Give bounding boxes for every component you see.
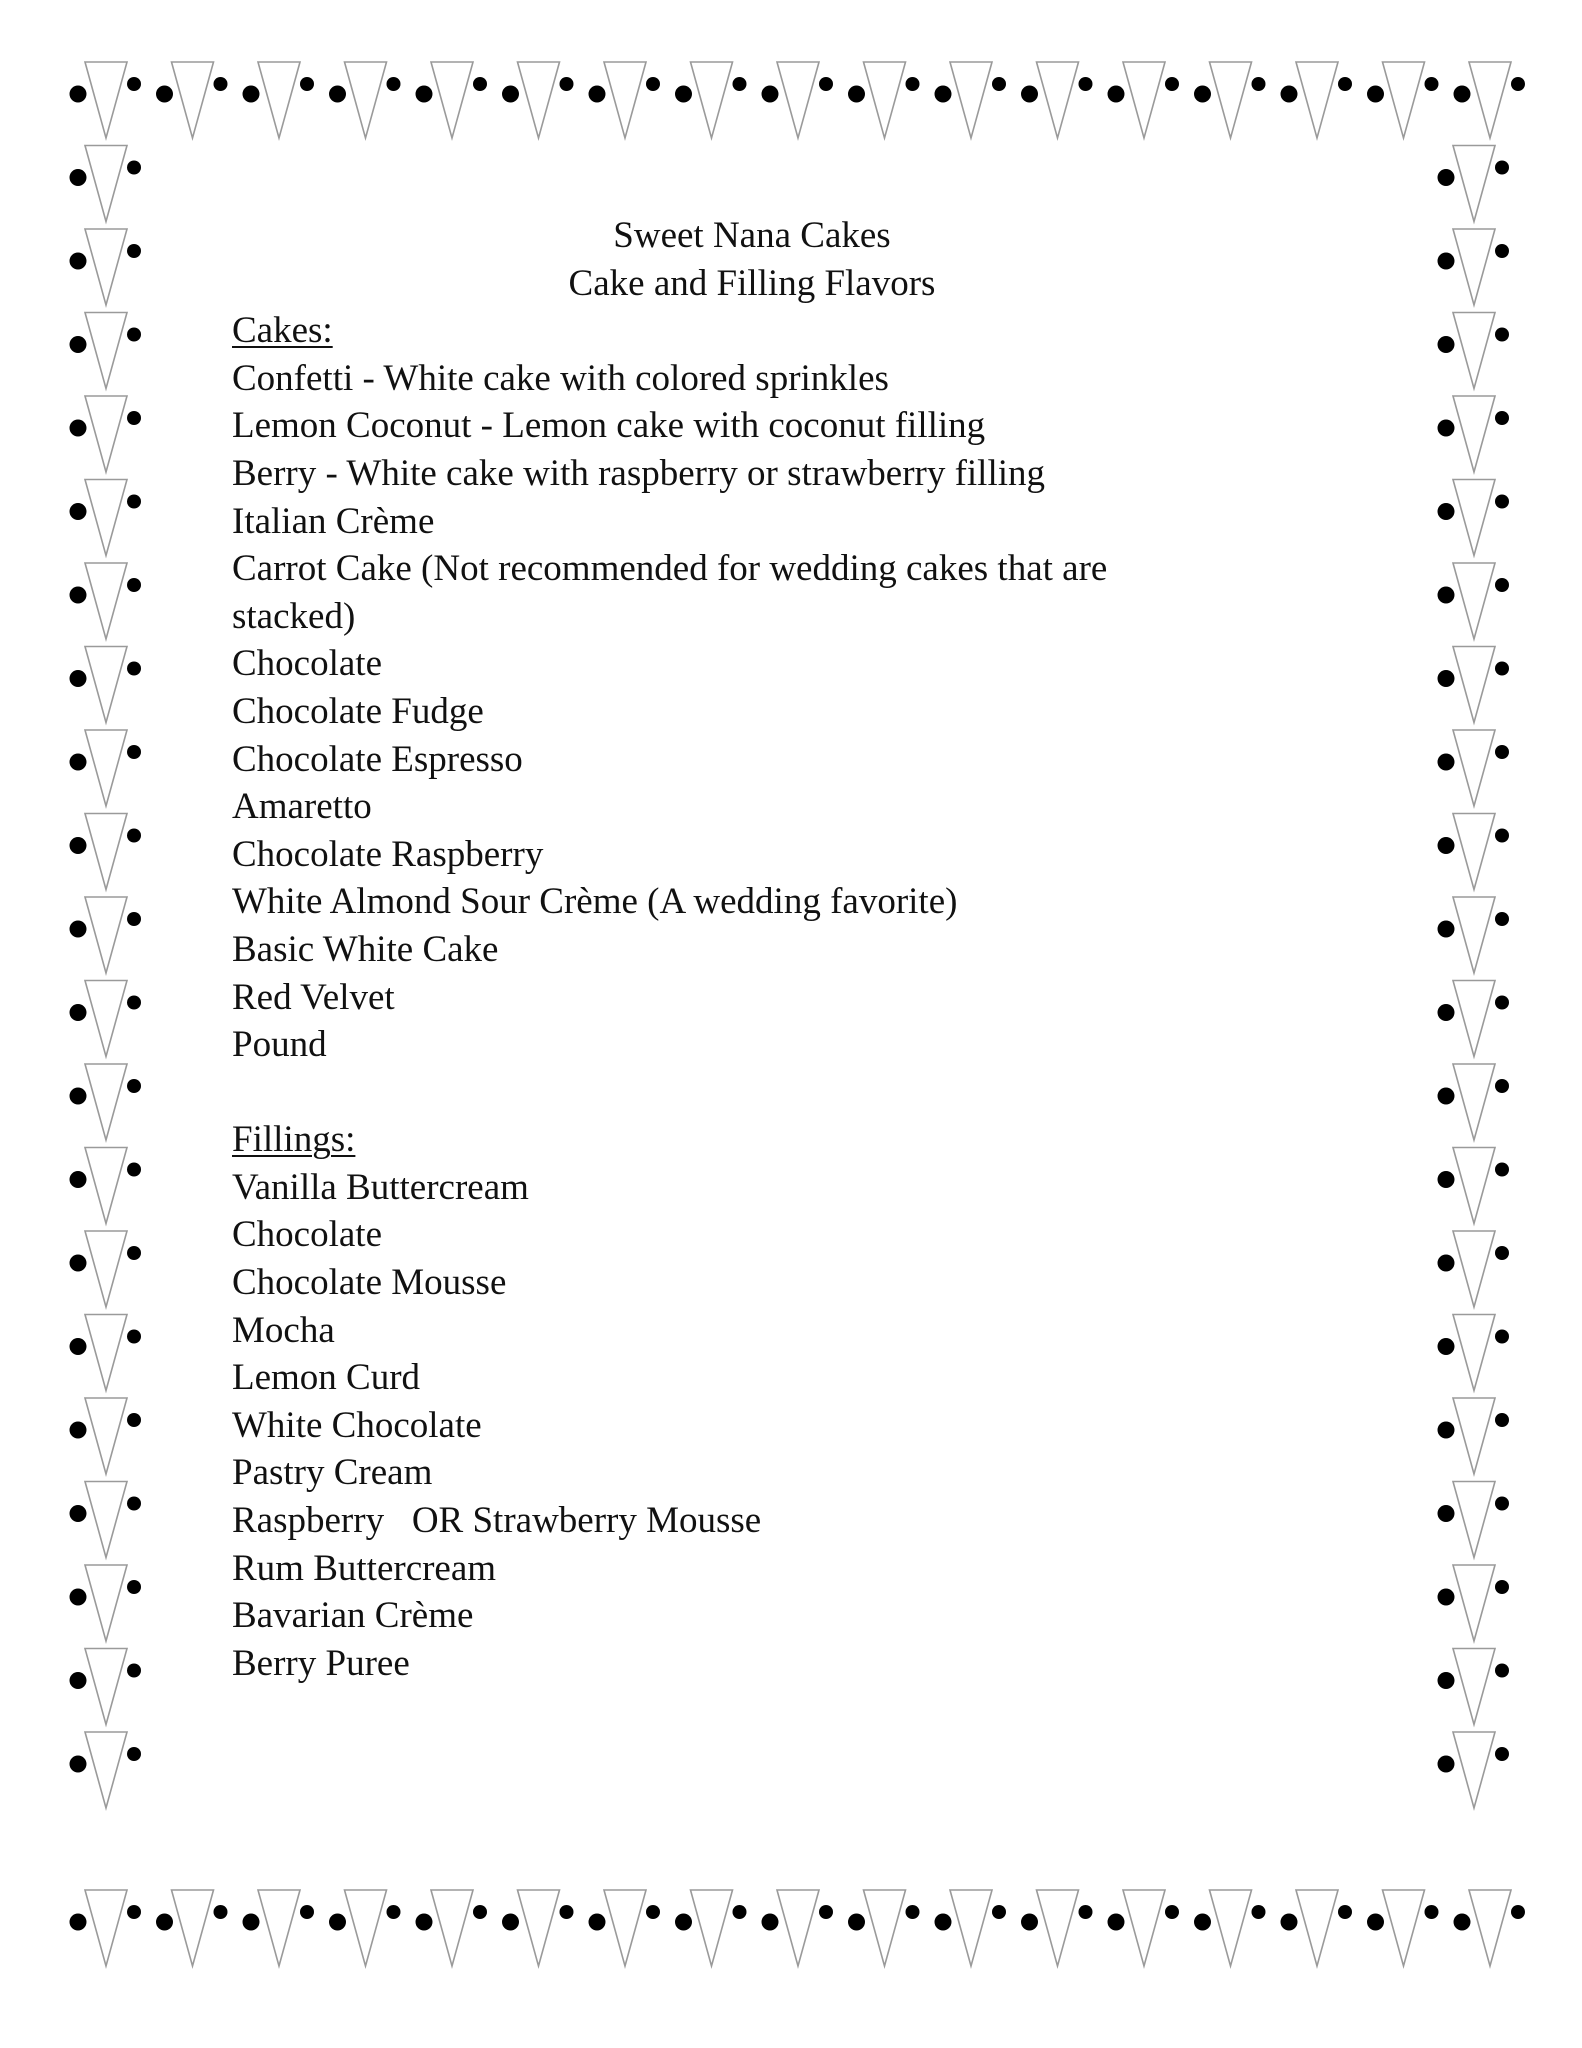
border-dot [70,754,87,771]
border-triangle [85,981,127,1057]
border-dot [1495,1246,1509,1260]
border-dot [1438,670,1455,687]
border-dot [589,86,606,103]
border-dot [243,86,260,103]
border-dot [1438,587,1455,604]
border-dot [1108,1914,1125,1931]
border-triangle [85,1649,127,1725]
border-triangle [518,1890,560,1966]
border-dot [560,77,574,91]
border-dot [733,1905,747,1919]
border-dot [127,1905,141,1919]
border-dot [560,1905,574,1919]
border-triangle [1453,313,1495,389]
border-dot [1495,161,1509,175]
border-triangle [1037,1890,1079,1966]
border-dot [992,1905,1006,1919]
border-dot [473,1905,487,1919]
border-dot [733,77,747,91]
border-triangle [1296,62,1338,138]
border-dot [1438,1004,1455,1021]
border-dot [646,77,660,91]
border-triangle [1453,146,1495,222]
border-dot [1438,837,1455,854]
border-dot [935,1914,952,1931]
border-dot [70,670,87,687]
border-dot [1252,77,1266,91]
border-dot [848,86,865,103]
border-triangle [345,62,387,138]
border-triangle [1469,1890,1511,1966]
cake-item: Chocolate Raspberry [232,833,544,875]
fillings-heading: Fillings: [232,1119,356,1161]
border-dot [127,829,141,843]
border-dot [127,77,141,91]
border-dot [906,1905,920,1919]
cake-item: Red Velvet [232,976,395,1018]
cakes-heading: Cakes: [232,310,333,352]
border-dot [1338,77,1352,91]
border-dot [1511,77,1525,91]
border-triangle [950,62,992,138]
document-subtitle: Cake and Filling Flavors [568,262,936,304]
filling-item: White Chocolate [232,1404,482,1446]
border-dot [416,86,433,103]
border-dot [70,837,87,854]
border-dot [473,77,487,91]
border-dot [70,169,87,186]
cake-item: Chocolate Espresso [232,738,523,780]
border-dot [1495,1580,1509,1594]
border-dot [1495,1664,1509,1678]
filling-item: Berry Puree [232,1642,410,1684]
border-dot [1438,503,1455,520]
border-triangle [85,730,127,806]
border-triangle [1037,62,1079,138]
border-triangle [172,1890,214,1966]
filling-item: Chocolate Mousse [232,1262,507,1304]
cake-item: Chocolate [232,643,383,685]
border-dot [1495,328,1509,342]
border-dot [300,77,314,91]
border-triangle [604,62,646,138]
border-dot [762,86,779,103]
border-dot [1108,86,1125,103]
border-dot [646,1905,660,1919]
border-triangle [258,1890,300,1966]
border-dot [127,1246,141,1260]
border-dot [1021,1914,1038,1931]
border-triangle [1453,1482,1495,1558]
border-triangle [1453,1231,1495,1307]
border-dot [1495,244,1509,258]
border-triangle [1453,1064,1495,1140]
fillings-section [232,1116,1272,1687]
document-title: Sweet Nana Cakes [613,215,891,256]
border-dot [1425,1905,1439,1919]
border-dot [1495,495,1509,509]
border-dot [70,503,87,520]
border-triangle [1296,1890,1338,1966]
border-dot [127,1497,141,1511]
border-triangle [85,1148,127,1224]
border-dot [329,1914,346,1931]
border-triangle [85,1565,127,1641]
border-dot [70,1171,87,1188]
border-dot [1194,86,1211,103]
border-triangle [1453,1732,1495,1808]
border-dot [762,1914,779,1931]
border-triangle [85,229,127,305]
border-dot [214,77,228,91]
border-dot [329,86,346,103]
border-dot [127,161,141,175]
cake-item: Chocolate Fudge [232,690,484,732]
border-dot [127,1163,141,1177]
border-dot [127,662,141,676]
border-triangle [1453,1398,1495,1474]
border-dot [127,1413,141,1427]
border-dot [1165,77,1179,91]
cake-item: Italian Crème [232,500,435,542]
border-triangle [1453,1565,1495,1641]
filling-item: Bavarian Crème [232,1595,474,1637]
filling-item: Pastry Cream [232,1452,433,1494]
border-dot [70,253,87,270]
border-triangle [1123,62,1165,138]
border-dot [992,77,1006,91]
border-triangle [777,62,819,138]
border-triangle [1210,62,1252,138]
border-triangle [691,1890,733,1966]
border-dot [1252,1905,1266,1919]
border-dot [906,77,920,91]
filling-item: Raspberry OR Strawberry Mousse [232,1500,762,1542]
border-dot [70,1672,87,1689]
border-dot [127,578,141,592]
filling-item: Rum Buttercream [232,1547,497,1589]
border-dot [1079,77,1093,91]
border-dot [1425,77,1439,91]
border-triangle [1453,814,1495,890]
border-dot [127,411,141,425]
border-dot [1495,745,1509,759]
border-dot [1454,86,1471,103]
border-dot [819,1905,833,1919]
border-triangle [85,313,127,389]
border-dot [589,1914,606,1931]
border-triangle [1383,1890,1425,1966]
border-triangle [431,62,473,138]
cake-item: Pound [232,1024,327,1066]
border-triangle [1453,1649,1495,1725]
border-dot [848,1914,865,1931]
border-dot [1438,1672,1455,1689]
border-triangle [258,62,300,138]
border-dot [127,244,141,258]
border-dot [1511,1905,1525,1919]
border-triangle [85,1398,127,1474]
border-dot [1495,1330,1509,1344]
border-dot [70,420,87,437]
border-dot [70,587,87,604]
border-dot [1495,662,1509,676]
border-dot [1438,1422,1455,1439]
border-dot [1165,1905,1179,1919]
border-dot [1367,86,1384,103]
border-triangle [1469,62,1511,138]
border-dot [127,996,141,1010]
border-dot [1281,1914,1298,1931]
border-dot [819,77,833,91]
border-dot [127,495,141,509]
border-dot [127,1747,141,1761]
border-dot [70,921,87,938]
border-triangle [1453,897,1495,973]
cake-item: Lemon Coconut - Lemon cake with coconut filling [232,405,986,447]
border-dot [1495,1747,1509,1761]
border-triangle [1453,563,1495,639]
border-triangle [85,1064,127,1140]
border-dot [127,1664,141,1678]
border-dot [156,1914,173,1931]
border-triangle [431,1890,473,1966]
border-dot [1438,336,1455,353]
border-dot [70,336,87,353]
border-dot [387,77,401,91]
border-triangle [1453,730,1495,806]
border-dot [70,1255,87,1272]
cake-item: White Almond Sour Crème (A wedding favorite) [232,881,958,923]
cakes-section [232,307,1272,1069]
border-triangle [85,1732,127,1808]
border-triangle [518,62,560,138]
border-dot [1194,1914,1211,1931]
border-dot [214,1905,228,1919]
border-dot [416,1914,433,1931]
border-dot [70,1088,87,1105]
border-dot [70,1914,87,1931]
border-dot [243,1914,260,1931]
border-dot [1495,578,1509,592]
filling-item: Chocolate [232,1214,383,1256]
border-dot [1495,1079,1509,1093]
border-triangle [777,1890,819,1966]
border-dot [127,1580,141,1594]
border-dot [1495,1413,1509,1427]
cake-item: Basic White Cake [232,928,499,970]
border-triangle [85,1231,127,1307]
border-triangle [1210,1890,1252,1966]
border-dot [675,86,692,103]
border-triangle [85,1482,127,1558]
document-body [232,212,1272,1687]
border-dot [127,328,141,342]
border-dot [70,1338,87,1355]
border-triangle [1453,480,1495,556]
border-triangle [1453,981,1495,1057]
filling-item: Mocha [232,1309,335,1351]
border-dot [70,1422,87,1439]
section-spacer [232,1069,1272,1117]
border-triangle [1453,647,1495,723]
border-triangle [950,1890,992,1966]
border-dot [70,1589,87,1606]
border-dot [127,1330,141,1344]
border-triangle [864,62,906,138]
border-triangle [85,480,127,556]
filling-item: Vanilla Buttercream [232,1166,529,1208]
border-triangle [85,897,127,973]
cake-item: Berry - White cake with raspberry or strawberry filling [232,452,1046,494]
border-dot [1079,1905,1093,1919]
cake-item: Carrot Cake (Not recommended for wedding cakes that are stacked) [232,548,1117,637]
border-triangle [345,1890,387,1966]
border-dot [1438,1088,1455,1105]
border-dot [1495,1497,1509,1511]
border-triangle [1453,396,1495,472]
border-dot [1438,1756,1455,1773]
border-dot [1438,921,1455,938]
border-dot [156,86,173,103]
border-dot [1495,411,1509,425]
border-dot [1021,86,1038,103]
border-dot [1438,1505,1455,1522]
border-dot [935,86,952,103]
border-triangle [85,563,127,639]
border-dot [1367,1914,1384,1931]
border-dot [1495,829,1509,843]
border-dot [675,1914,692,1931]
border-dot [127,1079,141,1093]
border-dot [387,1905,401,1919]
border-dot [1281,86,1298,103]
border-dot [70,86,87,103]
border-dot [1338,1905,1352,1919]
border-dot [127,912,141,926]
border-triangle [1453,229,1495,305]
border-dot [1438,754,1455,771]
border-triangle [85,814,127,890]
border-dot [1495,1163,1509,1177]
border-triangle [1123,1890,1165,1966]
border-dot [127,745,141,759]
border-dot [70,1004,87,1021]
border-dot [502,1914,519,1931]
border-triangle [85,146,127,222]
border-triangle [85,647,127,723]
border-dot [1438,420,1455,437]
border-dot [1438,1338,1455,1355]
border-triangle [864,1890,906,1966]
border-dot [1495,912,1509,926]
border-triangle [691,62,733,138]
filling-item: Lemon Curd [232,1357,421,1399]
border-triangle [604,1890,646,1966]
border-triangle [85,1315,127,1391]
border-triangle [172,62,214,138]
cake-item: Amaretto [232,786,372,828]
border-dot [300,1905,314,1919]
border-dot [1438,1589,1455,1606]
border-triangle [1453,1315,1495,1391]
border-dot [502,86,519,103]
border-dot [1454,1914,1471,1931]
cake-item: Confetti - White cake with colored sprinkles [232,357,889,399]
border-dot [70,1505,87,1522]
border-triangle [85,1890,127,1966]
border-dot [1438,253,1455,270]
border-dot [1438,169,1455,186]
border-dot [1438,1171,1455,1188]
border-triangle [1453,1148,1495,1224]
border-triangle [85,396,127,472]
border-triangle [1383,62,1425,138]
border-dot [1495,996,1509,1010]
border-triangle [85,62,127,138]
border-dot [70,1756,87,1773]
border-dot [1438,1255,1455,1272]
